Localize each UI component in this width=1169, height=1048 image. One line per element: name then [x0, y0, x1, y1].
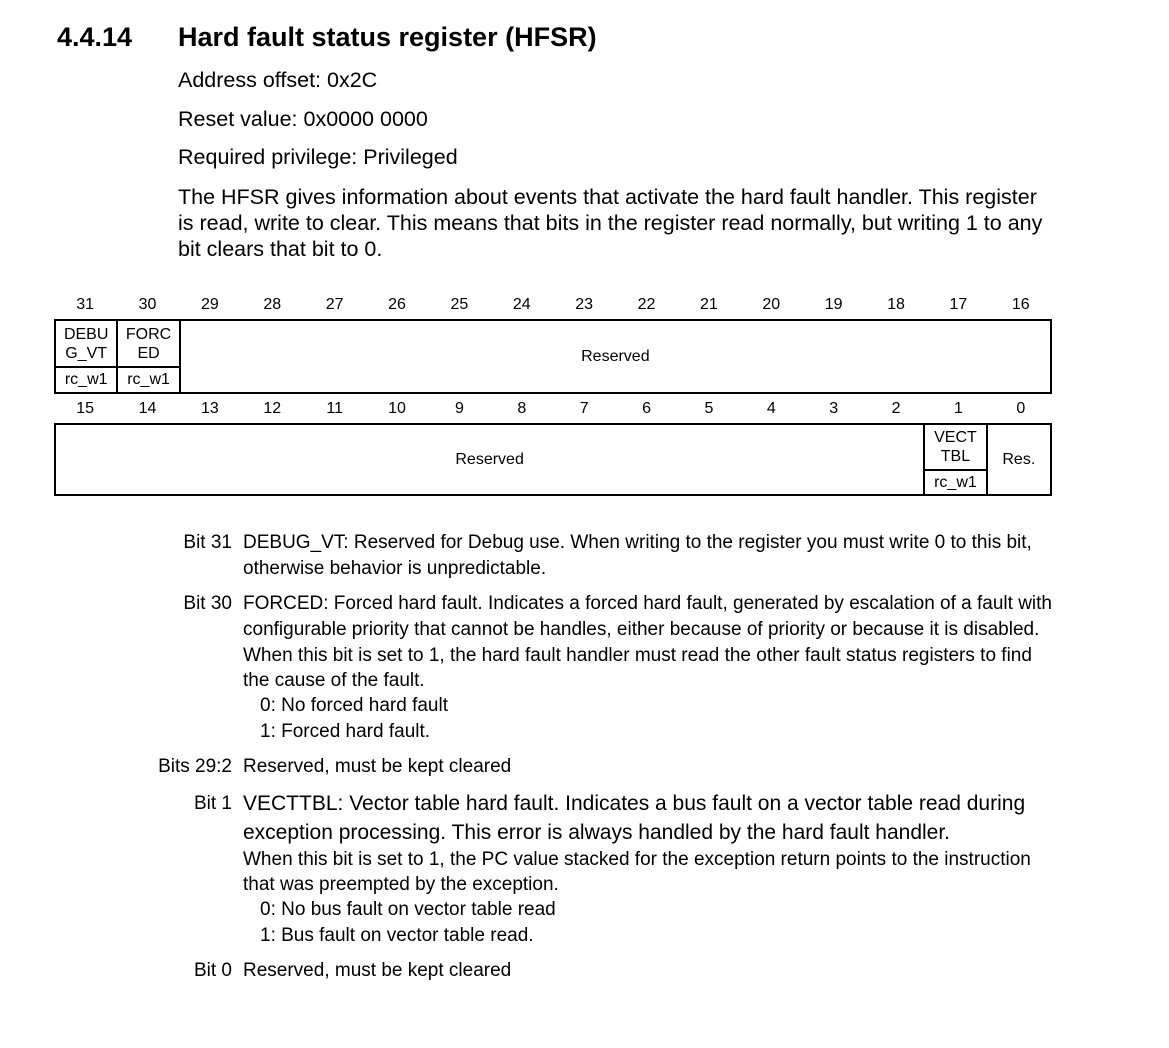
address-offset-line: Address offset: 0x2C: [178, 68, 378, 92]
bit-number: 6: [642, 400, 652, 417]
register-row-bits-31-16: [54, 319, 1052, 394]
bit-number: 30: [138, 296, 157, 313]
bits-29-2-text: Reserved, must be kept cleared: [243, 756, 512, 777]
bit-number: 31: [76, 296, 95, 313]
field-name-line: G_VT: [65, 344, 108, 362]
field-name-vecttbl: [925, 425, 985, 469]
section-number: 4.4.14: [57, 22, 133, 52]
access-type-vecttbl: rc_w1: [925, 469, 985, 494]
bit-number: 29: [201, 296, 219, 313]
bit-30-description: [0, 591, 1169, 745]
field-name-line: TBL: [940, 448, 971, 465]
bit-0-text: Reserved, must be kept cleared: [243, 960, 512, 981]
section-title: Hard fault status register (HFSR): [178, 22, 597, 52]
bit-0-label: Bit 0: [193, 960, 232, 981]
bit-number: 9: [454, 400, 464, 417]
bit-number: 10: [388, 400, 406, 417]
bit-number: 4: [766, 400, 776, 417]
field-name-line: FORC: [125, 325, 172, 343]
field-cell-debug-vt: [56, 321, 118, 392]
bit-number: 14: [138, 400, 157, 417]
bit-number: 2: [891, 400, 901, 417]
bit-number: 28: [263, 296, 282, 313]
field-name-line: DEBU: [63, 325, 109, 343]
bit-31-label: Bit 31: [183, 532, 232, 553]
bit-descriptions: [0, 530, 1169, 993]
bit-1-values: [243, 897, 1053, 949]
field-name-line: VECT: [934, 429, 977, 446]
field-cell-vecttbl: [925, 425, 987, 494]
register-bit-diagram: [54, 296, 1052, 496]
bit-number: 5: [704, 400, 714, 417]
bit-1-text: VECTTBL: Vector table hard fault. Indicates a bus fault on a vector table read during exception processing. This error is always handled by the hard fault handler.: [243, 792, 1026, 844]
field-cell-reserved-high: Reserved: [581, 347, 650, 365]
bit-number: 12: [263, 400, 282, 417]
bit-1-label: Bit 1: [193, 793, 232, 814]
bit-30-note: When this bit is set to 1, the hard fault handler must read the other fault status registers to find the cause of the fault.: [243, 645, 1032, 691]
reset-value-line: Reset value: 0x0000 0000: [178, 107, 428, 131]
value-line: 0: No bus fault on vector table read: [260, 899, 556, 920]
bit-number: 16: [1011, 296, 1030, 313]
field-name-line: ED: [137, 344, 160, 362]
value-line: 1: Forced hard fault.: [260, 721, 431, 742]
bit-0-description: [0, 958, 1169, 984]
value-line: 0: No forced hard fault: [260, 695, 448, 716]
section-heading: [57, 22, 597, 53]
bit-31-text: DEBUG_VT: Reserved for Debug use. When writing to the register you must write 0 to this bit, otherwise behavior is unpredictable.: [243, 532, 1032, 579]
bit-number: 13: [201, 400, 219, 417]
bit-number: 24: [512, 296, 531, 313]
bit-30-text: FORCED: Forced hard fault. Indicates a forced hard fault, generated by escalation of a fault with configurable priority that cannot be handles, either because of priority or because it is disabled.: [243, 593, 1052, 640]
field-name-debug-vt: [56, 321, 116, 366]
register-description-paragraph: The HFSR gives information about events that activate the hard fault handler. This register is read, write to clear. This means that bits in the register read normally, but writing 1 to any bit clears that bit to 0.: [178, 185, 1043, 261]
value-line: 1: Bus fault on vector table read.: [260, 925, 534, 946]
privilege-line: Required privilege: Privileged: [178, 145, 458, 169]
bit-number: 27: [325, 296, 344, 313]
bit-number: 0: [1016, 400, 1026, 417]
access-type-forced: rc_w1: [118, 366, 178, 392]
bit-number: 11: [326, 400, 343, 417]
field-cell-res-bit0: Res.: [1002, 450, 1036, 468]
bits-29-2-description: [0, 754, 1169, 780]
bit-number: 19: [824, 296, 843, 313]
bit-number: 15: [76, 400, 95, 417]
field-name-forced: [118, 321, 178, 366]
field-cell-reserved-low: Reserved: [56, 425, 925, 494]
bit-1-description: [0, 789, 1169, 949]
bit-numbers-row-low: [54, 400, 1052, 423]
bit-number: 23: [575, 296, 594, 313]
field-cell-forced: [118, 321, 180, 392]
bits-29-2-label: Bits 29:2: [158, 756, 232, 777]
register-row-bits-15-0: [54, 423, 1052, 496]
bit-1-note: When this bit is set to 1, the PC value stacked for the exception return points to the instruction that was preempted by the exception.: [243, 849, 1031, 895]
bit-number: 20: [762, 296, 781, 313]
bit-number: 3: [829, 400, 839, 417]
bit-number: 8: [517, 400, 527, 417]
bit-number: 26: [388, 296, 406, 313]
bit-number: 25: [450, 296, 469, 313]
access-type-debug-vt: rc_w1: [56, 366, 116, 392]
bit-30-values: [243, 693, 1053, 745]
bit-number: 1: [953, 400, 963, 417]
bit-number: 17: [949, 296, 968, 313]
bit-number: 22: [637, 296, 656, 313]
bit-number: 21: [700, 296, 718, 313]
bit-30-label: Bit 30: [183, 593, 232, 614]
bit-31-description: [0, 530, 1169, 582]
bit-number: 7: [579, 400, 589, 417]
bit-numbers-row-high: [54, 296, 1052, 319]
bit-number: 18: [887, 296, 905, 313]
